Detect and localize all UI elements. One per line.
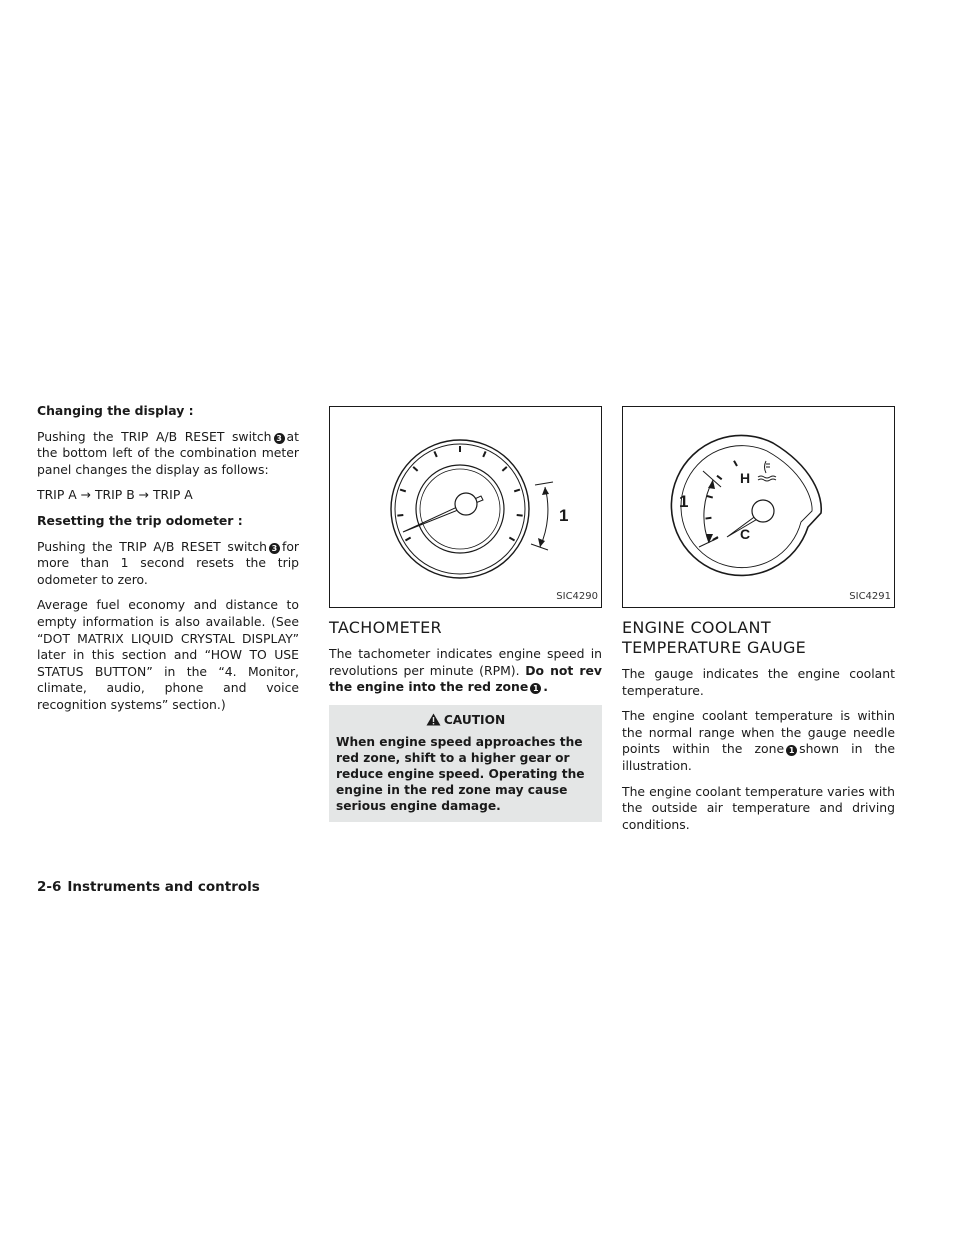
tick-mark: [517, 515, 523, 516]
trip-sequence: TRIP A → TRIP B → TRIP A: [37, 487, 193, 503]
svg-text:C: C: [740, 526, 751, 542]
column-left: [37, 403, 299, 723]
tick-mark: [413, 467, 417, 471]
callout-3-icon: 3: [274, 433, 285, 444]
coolant-gauge-illustration-icon: [623, 407, 894, 607]
tick-mark: [397, 515, 403, 516]
section-name: Instruments and controls: [67, 879, 260, 895]
paragraph-resetting-trip: Pushing the TRIP A/B RESET switch 3 for more than 1 second resets the trip odometer to zero.: [37, 538, 299, 587]
warning-icon: [426, 713, 441, 726]
tick-mark: [483, 451, 485, 456]
tick-mark: [707, 496, 713, 498]
paragraph-fuel-economy: Average fuel economy and distance to empty information is also available. (See “DOT MATRIX LIQUID CRYSTAL DISPLAY” later in this section and “HOW TO USE STATUS BUTTON” in the “4. Monitor, climate, audio, phone and voice recognition systems” section.): [37, 597, 299, 712]
tachometer-illustration-icon: [330, 407, 601, 607]
tick-mark: [717, 476, 722, 480]
section-title-coolant: ENGINE COOLANT TEMPERATURE GAUGE: [622, 618, 807, 657]
tick-mark: [405, 538, 410, 541]
callout-1-icon: 1: [530, 683, 541, 694]
tick-mark: [434, 451, 436, 456]
heading-resetting-trip: Resetting the trip odometer :: [37, 512, 243, 528]
callout-1-icon: 1: [786, 745, 797, 756]
tick-mark: [509, 538, 514, 541]
column-middle: [329, 406, 602, 822]
caution-title: CAUTION: [443, 712, 506, 727]
svg-text:1: 1: [679, 492, 689, 511]
page-footer: [37, 879, 260, 895]
paragraph-changing-display: Pushing the TRIP A/B RESET switch 3 at the bottom left of the combination meter panel changes the display as follows:: [37, 428, 299, 477]
paragraph-temperature-varies: The engine coolant temperature varies with the outside air temperature and driving conditions.: [622, 783, 895, 832]
tick-mark: [502, 467, 506, 471]
page-number: 2-6: [37, 879, 62, 895]
paragraph-gauge-indicates: The gauge indicates the engine coolant temperature.: [622, 666, 895, 698]
caution-text: When engine speed approaches the red zone, shift to a higher gear or reduce engine speed. Operating the engine in the red zone may cause serious engine damage.: [336, 734, 585, 813]
coolant-gauge-figure: [622, 406, 895, 608]
tick-mark: [705, 518, 711, 519]
column-right: [622, 406, 895, 842]
paragraph-tachometer: The tachometer indicates engine speed in revolutions per minute (RPM). Do not rev the engine into the red zone 1 .: [329, 646, 602, 695]
figure-code: SIC4291: [849, 591, 891, 603]
tick-mark: [514, 490, 520, 492]
caution-box: [329, 705, 602, 822]
tick-mark: [400, 490, 406, 492]
section-title-tachometer: TACHOMETER: [329, 618, 442, 637]
figure-code: SIC4290: [556, 591, 598, 603]
callout-3-icon: 3: [269, 543, 280, 554]
svg-text:1: 1: [559, 506, 569, 525]
tachometer-figure: [329, 406, 602, 608]
tick-mark: [734, 461, 737, 466]
svg-text:H: H: [740, 470, 751, 486]
heading-changing-display: Changing the display :: [37, 403, 194, 418]
paragraph-normal-range: The engine coolant temperature is within the normal range when the gauge needle points within the zone 1 shown in the illustration.: [622, 708, 895, 773]
